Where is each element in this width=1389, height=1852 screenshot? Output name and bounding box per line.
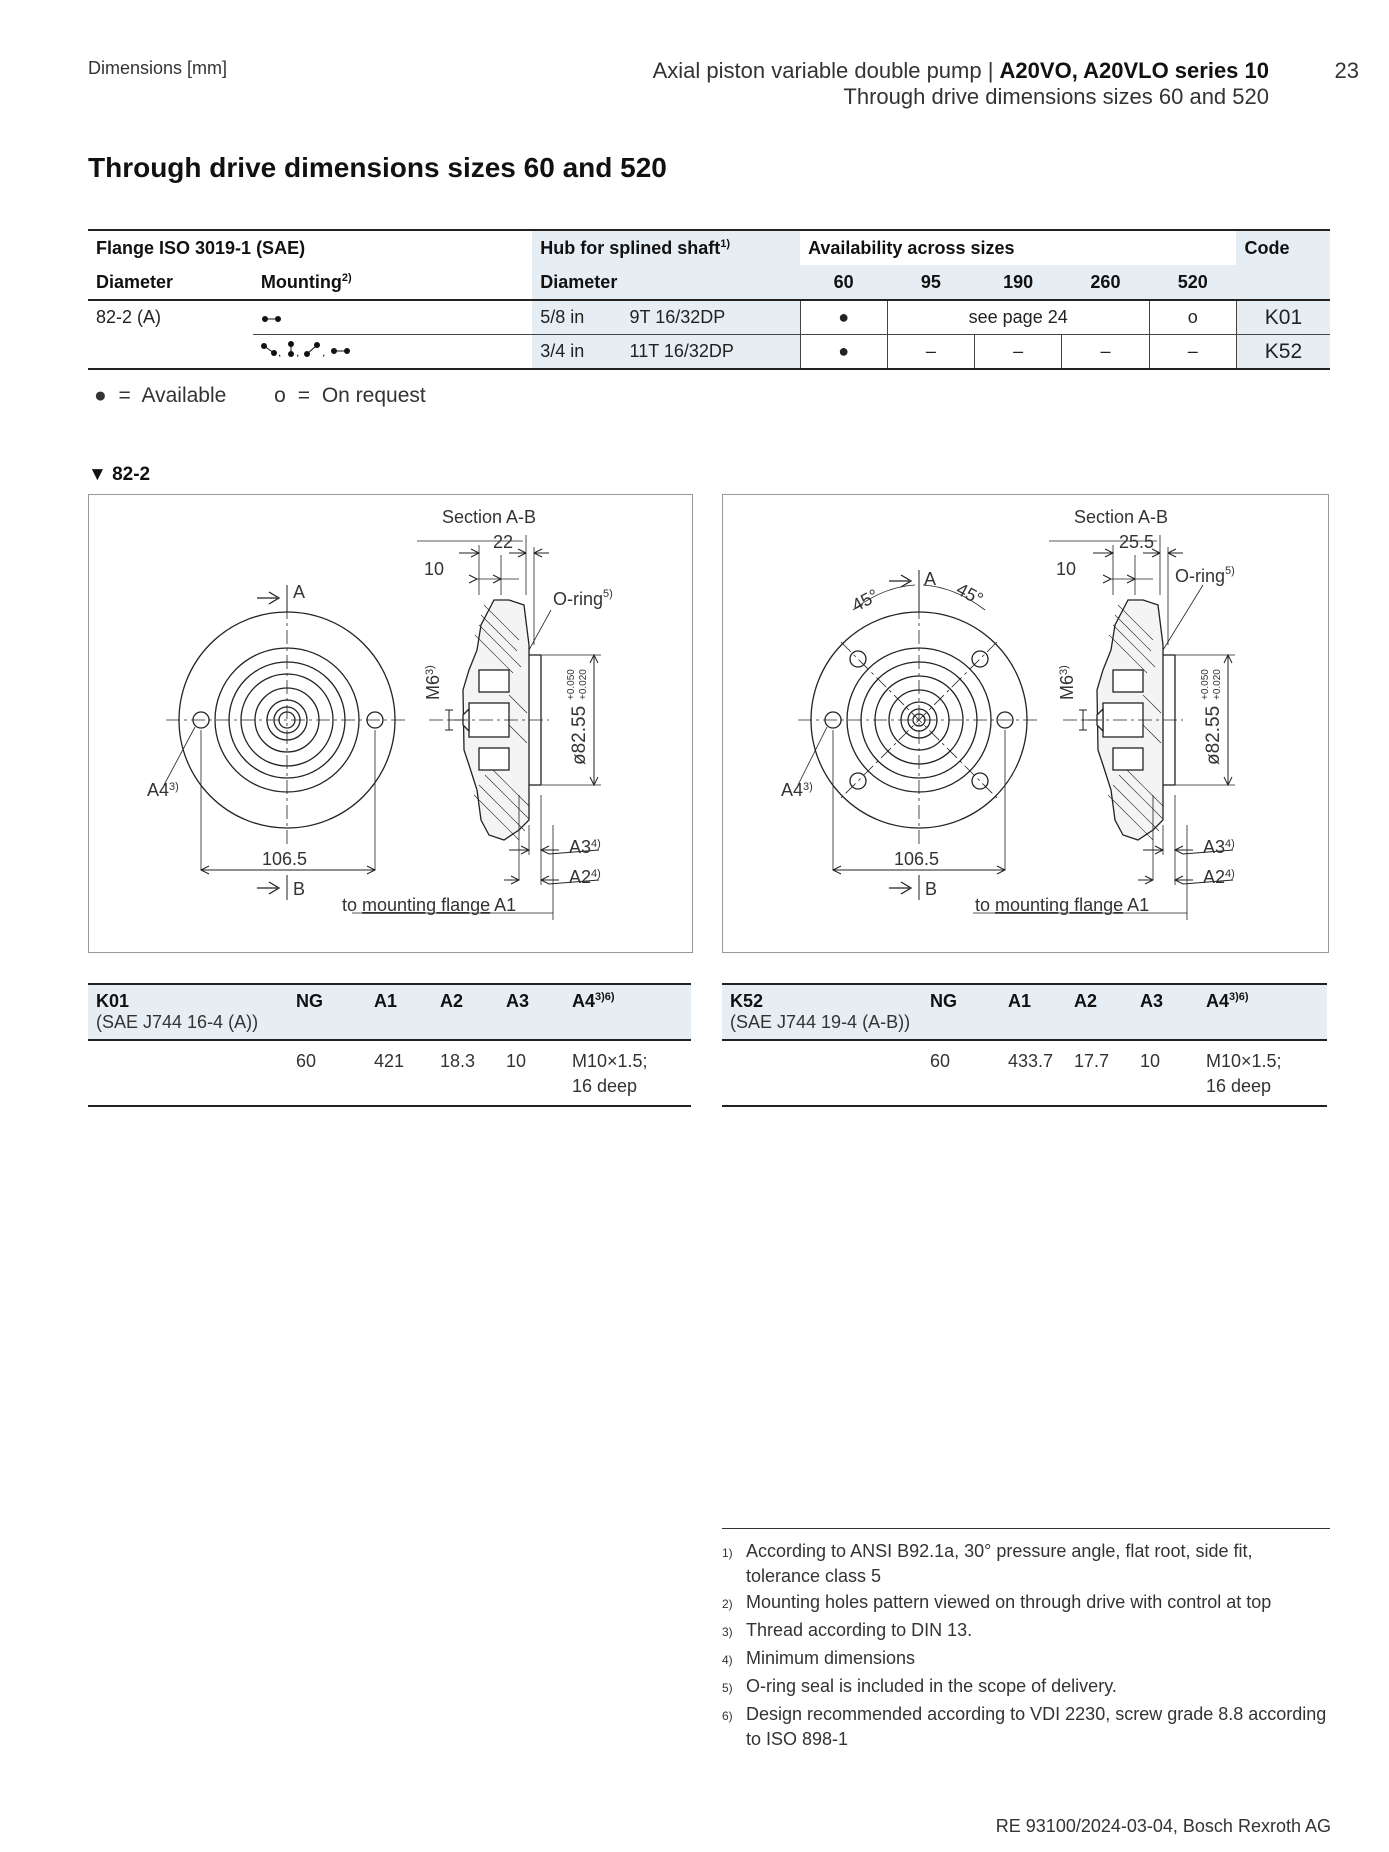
to-mounting-flange: to mounting flange A1: [342, 895, 517, 915]
col-hub-diameter: Diameter: [532, 265, 800, 300]
hub-spline: 9T 16/32DP: [622, 300, 801, 335]
legend: ● = Available o = On request: [94, 384, 426, 407]
a3-label: A3$^{4)}$: [1203, 837, 1235, 857]
sae-standard: (SAE J744 16-4 (A)): [88, 1012, 691, 1040]
footnote: 2) Mounting holes pattern viewed on through drive with control at top: [722, 1592, 1272, 1612]
availability-190: –: [974, 335, 1061, 370]
footnote: 4) Minimum dimensions: [722, 1648, 916, 1668]
running-header: [653, 58, 1269, 110]
tolerance-upper: +0.050: [566, 669, 577, 700]
m6-label: M6$^{3)}$: [423, 665, 443, 700]
label-b: B: [293, 879, 306, 899]
availability-60: ●: [800, 300, 887, 335]
section-label: Dimensions [mm]: [88, 58, 228, 78]
col-size-260: 260: [1062, 265, 1149, 300]
page-title: Through drive dimensions sizes 60 and 520: [88, 152, 667, 183]
code-cell: K01: [1236, 300, 1330, 335]
request-symbol: o: [274, 384, 286, 407]
footnote: 5) O-ring seal is included in the scope of delivery.: [722, 1676, 1117, 1696]
table-row: [88, 335, 1330, 370]
col-size-190: 190: [974, 265, 1061, 300]
a2-label: A2$^{4)}$: [569, 867, 601, 887]
availability-260: –: [1062, 335, 1149, 370]
dim-25-5: 25.5: [1119, 532, 1155, 552]
angle-45-left: 45°: [848, 585, 882, 616]
dim-10: 10: [424, 559, 445, 579]
drawing-k52: [722, 494, 1329, 953]
table-row: [88, 300, 1330, 335]
label-a: A: [924, 569, 937, 589]
dim-22: 22: [493, 532, 514, 552]
svg-text:,: ,: [277, 345, 282, 357]
mounting-icon: [253, 300, 532, 335]
section-label: Section A-B: [442, 507, 537, 527]
a4-label: A4$^{3)}$: [147, 780, 179, 800]
available-symbol: ●: [94, 384, 107, 407]
page-number: 23: [1334, 58, 1359, 83]
availability-95: –: [887, 335, 974, 370]
col-mounting: Mounting$^{2)}$: [253, 265, 532, 300]
a3-label: A3$^{4)}$: [569, 837, 601, 857]
flange-cell: 82-2 (A): [96, 307, 162, 328]
col-availability: Availability across sizes: [800, 230, 1236, 265]
col-flange: Flange ISO 3019-1 (SAE): [88, 230, 532, 265]
available-label: Available: [141, 384, 227, 407]
svg-text:,: ,: [321, 345, 326, 357]
col-size-520: 520: [1149, 265, 1236, 300]
code-header: K52: [722, 984, 922, 1012]
label-b: B: [925, 879, 938, 899]
k52-table: K52 NG A1 A2 A3 $A4^{3)6)}$ (SAE J744 19-4 (A-B)) 60 433.7 17.7 10 M10×1.5; 16 deep: [722, 983, 1327, 1107]
availability-520: –: [1149, 335, 1236, 370]
footnotes: [722, 1528, 1330, 1753]
availability-520: o: [1149, 300, 1236, 335]
drawing-k01: [88, 494, 693, 953]
section-label: Section A-B: [1074, 507, 1169, 527]
footnote: 6) Design recommended according to VDI 2230, screw grade 8.8 according to ISO 898-1: [722, 1704, 1327, 1749]
see-page-note: see page 24: [887, 300, 1149, 335]
tolerance-lower: +0.020: [1212, 669, 1223, 700]
svg-text:,: ,: [295, 345, 300, 357]
code-header: K01: [88, 984, 288, 1012]
dim-106: 106.5: [894, 849, 940, 869]
dim-106: 106.5: [262, 849, 308, 869]
title-product: A20VO, A20VLO series 10: [999, 58, 1269, 83]
col-diameter: Diameter: [88, 265, 253, 300]
running-subtitle: Through drive dimensions sizes 60 and 520: [843, 84, 1269, 109]
code-cell: K52: [1236, 335, 1330, 370]
a2-label: A2$^{4)}$: [1203, 867, 1235, 887]
document-footer: RE 93100/2024-03-04, Bosch Rexroth AG: [995, 1816, 1331, 1836]
diameter-label: ø82.55: [1203, 705, 1224, 765]
a4-label: A4$^{3)}$: [781, 780, 813, 800]
col-code: Code: [1236, 230, 1330, 265]
footnote: 3) Thread according to DIN 13.: [722, 1620, 973, 1640]
oring-label: O-ring$^{5)}$: [553, 588, 613, 609]
to-mounting-flange: to mounting flange A1: [975, 895, 1150, 915]
sae-standard: (SAE J744 19-4 (A-B)): [722, 1012, 1327, 1040]
mounting-icon: [253, 335, 532, 370]
hub-spline: 11T 16/32DP: [622, 335, 801, 370]
title-prefix: Axial piston variable double pump |: [652, 58, 1000, 83]
availability-table: [88, 229, 1330, 370]
hub-inch: 5/8 in: [532, 300, 621, 335]
tolerance-lower: +0.020: [578, 669, 589, 700]
footnote: 1) According to ANSI B92.1a, 30° pressure angle, flat root, side fit, tolerance class 5: [722, 1541, 1253, 1586]
angle-45-right: 45°: [953, 578, 987, 610]
section-subheading: ▼ 82-2: [88, 464, 151, 485]
diameter-label: ø82.55: [569, 705, 590, 765]
col-size-95: 95: [887, 265, 974, 300]
request-label: On request: [321, 384, 426, 407]
hub-inch: 3/4 in: [532, 335, 621, 370]
table-row: 60 421 18.3 10 M10×1.5; 16 deep: [88, 1040, 691, 1106]
dim-10: 10: [1056, 559, 1077, 579]
col-hub: Hub for splined shaft$^{1)}$: [532, 230, 800, 265]
col-size-60: 60: [800, 265, 887, 300]
oring-label: O-ring$^{5)}$: [1175, 565, 1235, 586]
tolerance-upper: +0.050: [1200, 669, 1211, 700]
table-row: 60 433.7 17.7 10 M10×1.5; 16 deep: [722, 1040, 1327, 1106]
availability-60: ●: [800, 335, 887, 370]
label-a: A: [293, 582, 306, 602]
m6-label: M6$^{3)}$: [1057, 665, 1077, 700]
k01-table: K01 NG A1 A2 A3 $A4^{3)6)}$ (SAE J744 16-4 (A)) 60 421 18.3 10 M10×1.5; 16 deep: [88, 983, 691, 1107]
